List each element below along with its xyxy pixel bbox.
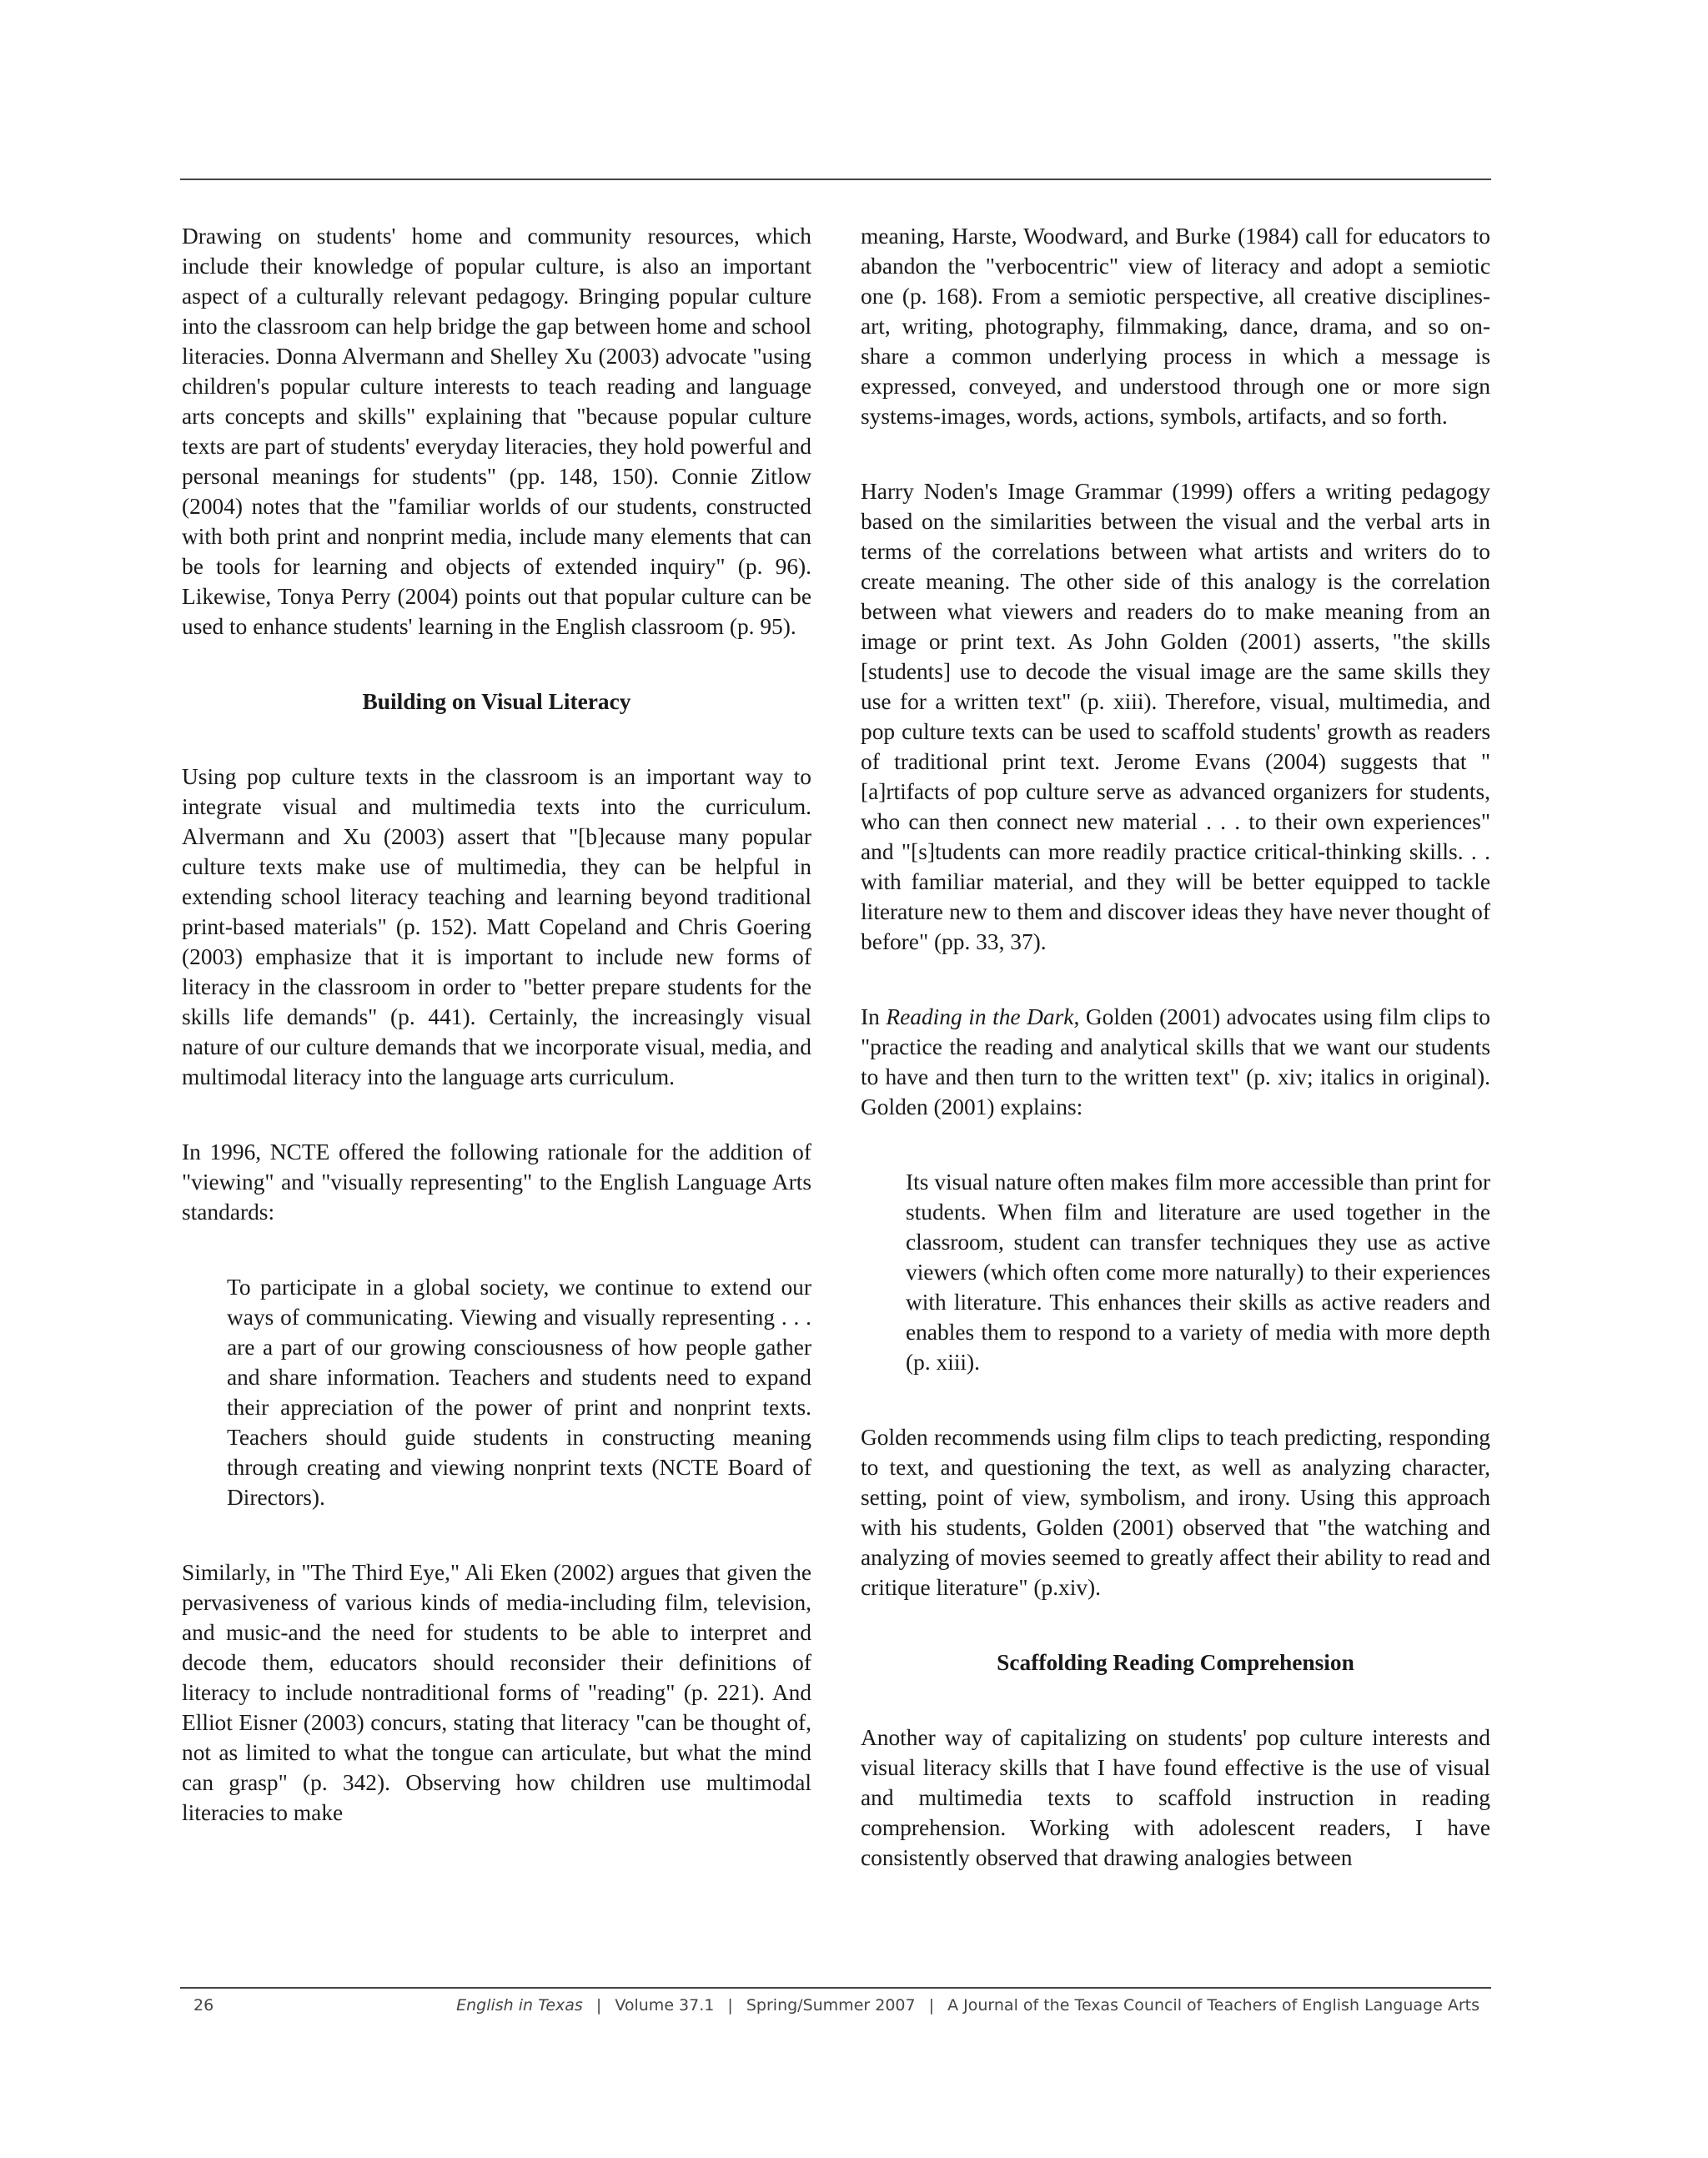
block-quote-ncte: To participate in a global society, we continue to extend our ways of communicating. Viewing and visually representing . . . are a part of our growing consciousness of how people gather and share information. Teachers and students need to expand their appreciation of the power of print and nonprint texts. Teachers should guide students in constructing meaning through creating and viewing nonprint texts (NCTE Board of Directors). bbox=[227, 1275, 811, 1510]
footer-info bbox=[456, 1996, 1479, 2015]
left-paragraph-1: Drawing on students' home and community resources, which include their knowledge of popular culture, is also an important aspect of a culturally relevant pedagogy. Bringing popular culture into the classroom can help bridge the gap between home and school literacies. Donna Alvermann and Shelley Xu (2003) advocate "using children's popular culture interests to teach reading and language arts concepts and skills" explaining that "because popular culture texts are part of students' everyday literacies, they hold powerful and personal meanings for students" (pp. 148, 150). Connie Zitlow (2004) notes that the "familiar worlds of our students, constructed with both print and nonprint media, include many elements that can be tools for learning and objects of extended inquiry" (p. 96). Likewise, Tonya Perry (2004) points out that popular culture can be used to enhance students' learning in the English classroom (p. 95). bbox=[182, 224, 811, 639]
journal-description: A Journal of the Texas Council of Teachers of English Language Arts bbox=[947, 1996, 1479, 2015]
header-rule bbox=[180, 179, 1491, 180]
right-paragraph-5: Another way of capitalizing on students' pop culture interests and visual literacy skills that I have found effective is the use of visual and multimedia texts to scaffold instruction in reading comprehension. Working with adolescent readers, I have consistently observed that drawing analogies between bbox=[861, 1725, 1490, 1870]
page-footer bbox=[180, 1996, 1491, 2030]
book-title-italic: Reading in the Dark bbox=[886, 1004, 1074, 1029]
section-heading-scaffolding: Scaffolding Reading Comprehension bbox=[997, 1650, 1354, 1675]
volume: Volume 37.1 bbox=[615, 1996, 715, 2015]
footer-separator-3: | bbox=[928, 1996, 935, 2015]
right-paragraph-2: Harry Noden's Image Grammar (1999) offers a writing pedagogy based on the similarities between the visual and the verbal arts in terms of the correlations between what artists and writers do to create meaning. The other side of this analogy is the correlation between what viewers and readers do to make meaning from an image or print text. As John Golden (2001) asserts, "the skills [students] use to decode the visual image are the same skills they use for a written text" (p. xiii). Therefore, visual, multimedia, and pop culture texts can be used to scaffold students' growth as readers of traditional print text. Jerome Evans (2004) suggests that "[a]rtifacts of pop culture serve as advanced organizers for students, who can then connect new material . . . to their own experiences" and "[s]tudents can more readily practice critical-thinking skills. . . with familiar material, and they will be better equipped to tackle literature new to them and discover ideas they have never thought of before" (pp. 33, 37). bbox=[861, 479, 1490, 954]
right-paragraph-3 bbox=[861, 1002, 1490, 1122]
page-number: 26 bbox=[193, 1996, 214, 2015]
left-paragraph-3: In 1996, NCTE offered the following rationale for the addition of "viewing" and "visually representing" to the English Language Arts standards: bbox=[182, 1139, 811, 1225]
footer-separator-2: | bbox=[727, 1996, 733, 2015]
footer-rule bbox=[180, 1987, 1491, 1989]
block-quote-golden: Its visual nature often makes film more accessible than print for students. When film and literature are used together in the classroom, student can transfer techniques they use as active viewers (which often come more naturally) to their experiences with literature. This enhances their skills as active readers and enables them to respond to a variety of media with more depth (p. xiii). bbox=[906, 1170, 1490, 1375]
right-paragraph-4: Golden recommends using film clips to teach predicting, responding to text, and questioning the text, as well as analyzing character, setting, point of view, symbolism, and irony. Using this approach with his students, Golden (2001) observed that "the watching and analyzing of movies seemed to greatly affect their ability to read and critique literature" (p.xiv). bbox=[861, 1425, 1490, 1600]
issue: Spring/Summer 2007 bbox=[746, 1996, 916, 2015]
p3-prefix: In bbox=[861, 1004, 887, 1029]
p3-suffix: , Golden (2001) advocates using film clips to "practice the reading and analytical skills that we want our students to have and then turn to the written text" (p. xiv; italics in original). Golden (2001) explains: bbox=[861, 1004, 1490, 1119]
left-paragraph-2: Using pop culture texts in the classroom is an important way to integrate visual and multimedia texts into the curriculum. Alvermann and Xu (2003) assert that "[b]ecause many popular culture texts make use of multimedia, they can be helpful in extending school literacy teaching and learning beyond traditional print-based materials" (p. 152). Matt Copeland and Chris Goering (2003) emphasize that it is important to include new forms of literacy in the classroom in order to "better prepare students for the skills life demands" (p. 441). Certainly, the increasingly visual nature of our culture demands that we incorporate visual, media, and multimodal literacy into the language arts curriculum. bbox=[182, 764, 811, 1089]
right-column bbox=[861, 221, 1490, 1918]
section-heading-visual-literacy: Building on Visual Literacy bbox=[362, 689, 631, 714]
right-paragraph-1: meaning, Harste, Woodward, and Burke (1984) call for educators to abandon the "verbocentric" view of literacy and adopt a semiotic one (p. 168). From a semiotic perspective, all creative disciplines-art, writing, photography, filmmaking, dance, drama, and so on-share a common underlying process in which a message is expressed, conveyed, and understood through one or more sign systems-images, words, actions, symbols, artifacts, and so forth. bbox=[861, 224, 1490, 429]
left-paragraph-4: Similarly, in "The Third Eye," Ali Eken (2002) argues that given the pervasiveness of various kinds of media-including film, television, and music-and the need for students to be able to interpret and decode them, educators should reconsider their definitions of literacy to include nontraditional forms of "reading" (p. 221). And Elliot Eisner (2003) concurs, stating that literacy "can be thought of, not as limited to what the tongue can articulate, but what the mind can grasp" (p. 342). Observing how children use multimodal literacies to make bbox=[182, 1560, 811, 1825]
journal-name: English in Texas bbox=[456, 1996, 583, 2015]
footer-separator-1: | bbox=[595, 1996, 602, 2015]
left-column bbox=[182, 221, 811, 1873]
